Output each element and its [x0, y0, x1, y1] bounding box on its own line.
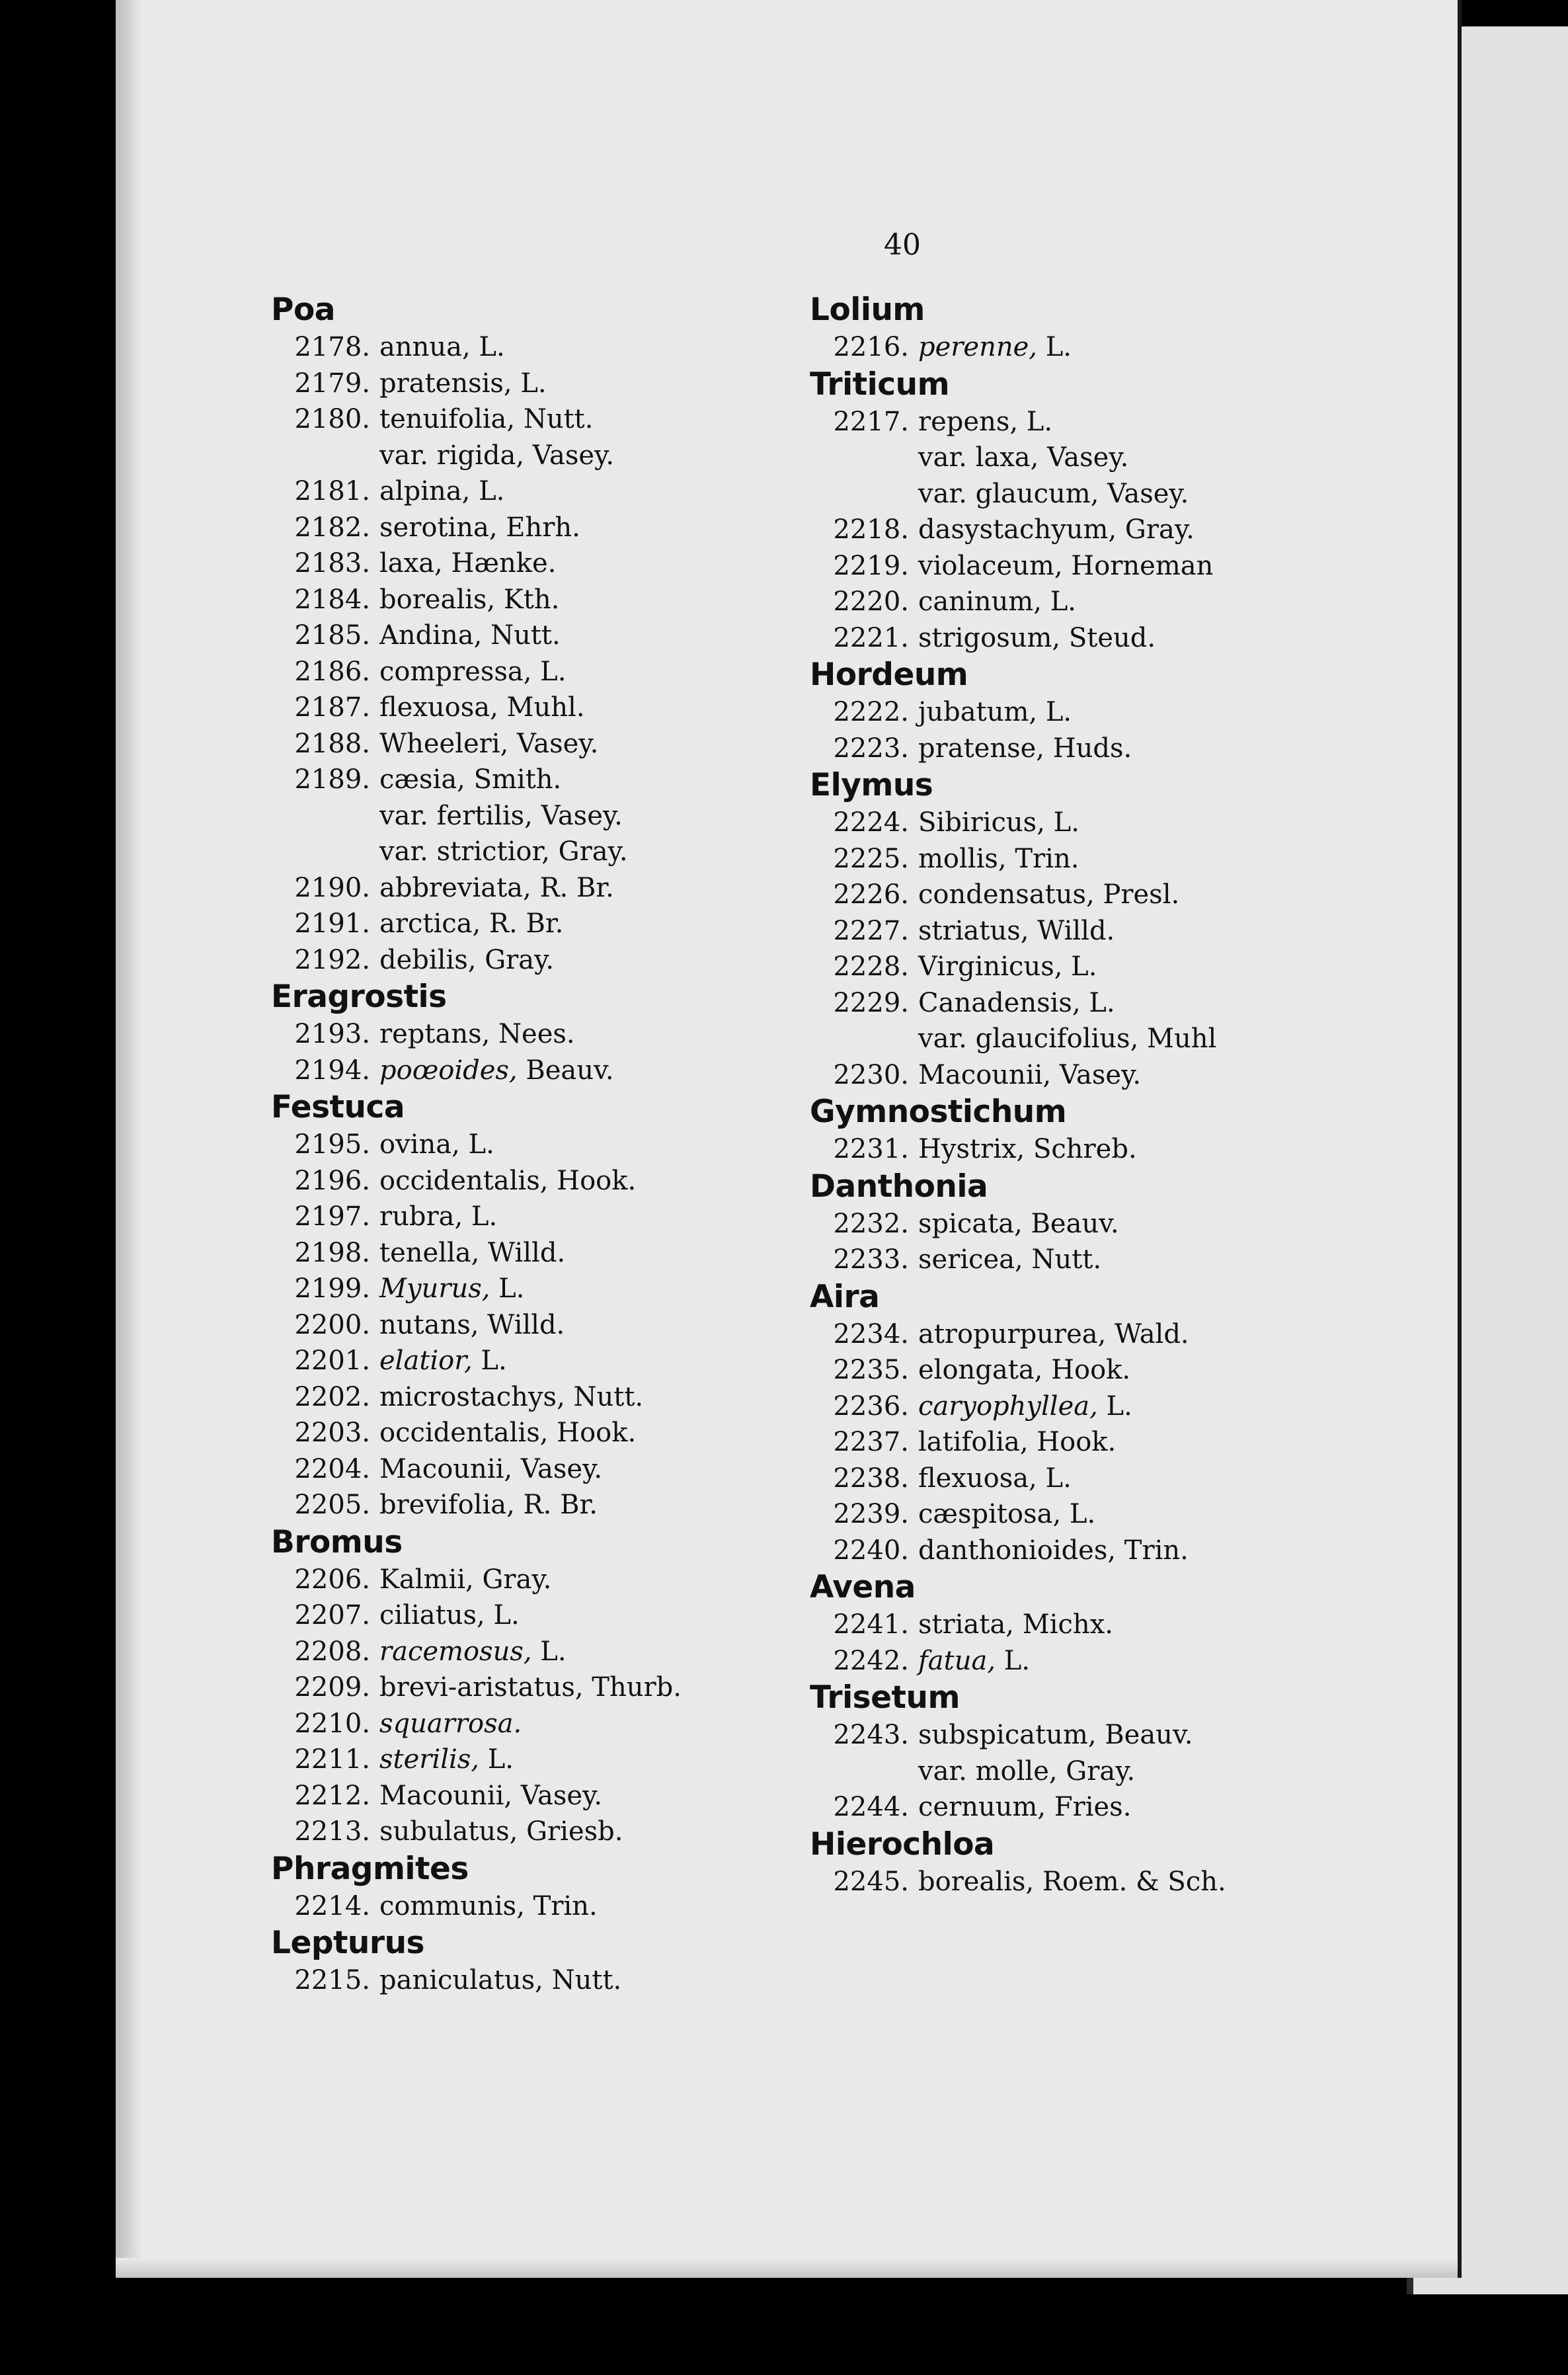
species-name: reptans, Nees.: [379, 1019, 575, 1049]
species-name: pratensis, L.: [379, 368, 547, 399]
species-name: Canadensis, L.: [918, 987, 1115, 1018]
species-entry: [810, 404, 1286, 440]
entry-number: 2192.: [294, 944, 370, 975]
species-entry: [271, 726, 747, 762]
species-name: spicata, Beauv.: [918, 1208, 1119, 1239]
genus-heading: Festuca: [271, 1089, 405, 1125]
species-entry: [271, 1562, 747, 1598]
entry-number: 2214.: [294, 1890, 370, 1921]
entry-number: 2234.: [833, 1318, 909, 1349]
entry-number: 2196.: [294, 1165, 370, 1196]
species-name: var. molle, Gray.: [918, 1755, 1136, 1787]
species-entry: [271, 906, 747, 942]
genus-heading: Phragmites: [271, 1850, 469, 1887]
variety-entry: [271, 798, 747, 834]
species-name: laxa, Hænke.: [379, 548, 557, 579]
species-name: latifolia, Hook.: [918, 1427, 1117, 1457]
species-name: jubatum, L.: [918, 697, 1072, 727]
entry-number: 2189.: [294, 764, 370, 795]
entry-number: 2179.: [294, 368, 370, 399]
entry-number: 2206.: [294, 1564, 370, 1595]
species-entry: [271, 870, 747, 906]
species-name: brevi-aristatus, Thurb.: [379, 1672, 682, 1703]
species-entry: [810, 1057, 1286, 1094]
entry-number: 2208.: [294, 1636, 370, 1667]
species-name: cæsia, Smith.: [379, 764, 562, 795]
genus-heading: Trisetum: [810, 1679, 960, 1716]
species-name: nutans, Willd.: [379, 1309, 565, 1340]
entry-number: 2227.: [833, 915, 909, 946]
species-entry: [810, 1389, 1286, 1425]
species-name: Virginicus, L.: [918, 951, 1097, 982]
species-name: pratense, Huds.: [918, 733, 1132, 764]
left-column: [271, 291, 747, 1999]
genus-section: [810, 1826, 1286, 1900]
genus-heading: Avena: [810, 1569, 916, 1605]
entry-number: 2241.: [833, 1609, 909, 1640]
species-entry: [810, 620, 1286, 657]
genus-heading: Gymnostichum: [810, 1094, 1067, 1130]
species-name: caninum, L.: [918, 586, 1076, 617]
variety-entry: [271, 834, 747, 870]
species-entry: [271, 1235, 747, 1271]
entry-number: 2202.: [294, 1381, 370, 1412]
species-name: occidentalis, Hook.: [379, 1418, 637, 1448]
species-entry: [271, 545, 747, 582]
entry-number: 2209.: [294, 1672, 370, 1703]
entry-number: 2183.: [294, 548, 370, 579]
species-entry: [271, 762, 747, 798]
entry-number: 2199.: [294, 1273, 370, 1304]
species-entry: [271, 582, 747, 618]
species-name: racemosus,: [379, 1636, 532, 1667]
genus-section: [810, 656, 1286, 766]
species-name: rubra, L.: [379, 1201, 498, 1232]
entry-number: 2226.: [833, 879, 909, 910]
species-name: sterilis,: [379, 1744, 480, 1775]
species-entry: [810, 1352, 1286, 1389]
species-name: serotina, Ehrh.: [379, 512, 580, 543]
variety-entry: [810, 440, 1286, 476]
genus-heading: Poa: [271, 292, 335, 328]
entry-number: 2184.: [294, 584, 370, 615]
species-entry: [271, 1343, 747, 1379]
species-entry: [271, 618, 747, 654]
species-entry: [271, 1451, 747, 1488]
species-entry: [271, 1778, 747, 1814]
species-name: caryophyllea,: [918, 1390, 1098, 1422]
entry-number: 2210.: [294, 1708, 370, 1739]
species-entry: [271, 1163, 747, 1199]
entry-number: 2225.: [833, 843, 909, 874]
species-name: sericea, Nutt.: [918, 1244, 1102, 1275]
entry-number: 2230.: [833, 1059, 909, 1090]
entry-number: 2245.: [833, 1866, 909, 1897]
species-entry: [271, 690, 747, 726]
species-name: abbreviata, R. Br.: [379, 872, 614, 903]
species-name: var. glaucifolius, Muhl: [918, 1024, 1217, 1054]
entry-number: 2216.: [833, 332, 909, 362]
species-name: var. strictior, Gray.: [379, 836, 628, 867]
entry-number: 2239.: [833, 1499, 909, 1529]
entry-number: 2197.: [294, 1201, 370, 1232]
entry-number: 2207.: [294, 1600, 370, 1630]
species-entry: [271, 1487, 747, 1523]
entry-number: 2233.: [833, 1244, 909, 1275]
species-entry: [271, 1307, 747, 1344]
species-name: poœoides,: [379, 1055, 518, 1086]
species-authority: L.: [996, 1645, 1031, 1676]
species-entry: [810, 1496, 1286, 1533]
entry-number: 2221.: [833, 622, 909, 653]
entry-number: 2211.: [294, 1744, 370, 1775]
species-entry: [271, 1597, 747, 1634]
species-entry: [810, 584, 1286, 620]
species-name: striata, Michx.: [918, 1609, 1113, 1640]
entry-number: 2200.: [294, 1309, 370, 1340]
entry-number: 2231.: [833, 1134, 909, 1164]
entry-number: 2201.: [294, 1346, 370, 1376]
species-entry: [810, 1206, 1286, 1242]
species-name: subulatus, Griesb.: [379, 1816, 623, 1847]
species-name: condensatus, Presl.: [918, 879, 1180, 910]
species-entry: [810, 1131, 1286, 1168]
variety-entry: [810, 1753, 1286, 1790]
entry-number: 2222.: [833, 697, 909, 727]
entry-number: 2243.: [833, 1720, 909, 1750]
entry-number: 2188.: [294, 728, 370, 759]
genus-section: [271, 1523, 747, 1850]
entry-number: 2236.: [833, 1390, 909, 1422]
species-entry: [271, 1271, 747, 1307]
entry-number: 2235.: [833, 1355, 909, 1385]
species-authority: L.: [479, 1744, 514, 1775]
species-name: tenuifolia, Nutt.: [379, 404, 594, 434]
genus-section: [271, 1850, 747, 1925]
genus-section: [810, 1278, 1286, 1569]
entry-number: 2242.: [833, 1645, 909, 1676]
entry-number: 2182.: [294, 512, 370, 543]
species-name: danthonioides, Trin.: [918, 1535, 1189, 1566]
species-entry: [810, 1533, 1286, 1569]
species-name: subspicatum, Beauv.: [918, 1720, 1193, 1750]
genus-section: [271, 978, 747, 1088]
species-name: var. laxa, Vasey.: [918, 442, 1129, 473]
genus-heading: Danthonia: [810, 1168, 988, 1205]
species-entry: [810, 877, 1286, 913]
genus-section: [810, 1093, 1286, 1168]
entry-number: 2178.: [294, 332, 370, 362]
species-name: elatior,: [379, 1346, 473, 1376]
entry-number: 2228.: [833, 951, 909, 982]
species-name: tenella, Willd.: [379, 1237, 566, 1268]
entry-number: 2203.: [294, 1418, 370, 1448]
species-authority: L.: [490, 1273, 525, 1304]
species-name: alpina, L.: [379, 476, 505, 506]
variety-entry: [810, 1021, 1286, 1057]
species-name: atropurpurea, Wald.: [918, 1318, 1189, 1349]
species-entry: [810, 1789, 1286, 1826]
entry-number: 2224.: [833, 807, 909, 838]
entry-number: 2237.: [833, 1427, 909, 1457]
species-authority: L.: [1037, 332, 1072, 362]
species-entry: [271, 366, 747, 402]
genus-section: [810, 766, 1286, 1093]
species-entry: [271, 1888, 747, 1925]
genus-heading: Hierochloa: [810, 1826, 995, 1863]
species-name: ovina, L.: [379, 1129, 494, 1160]
species-name: cæspitosa, L.: [918, 1499, 1096, 1529]
species-entry: [271, 1415, 747, 1451]
genus-section: [810, 1568, 1286, 1679]
species-name: flexuosa, L.: [918, 1463, 1072, 1494]
species-name: fatua,: [918, 1645, 996, 1676]
species-name: dasystachyum, Gray.: [918, 514, 1195, 545]
species-name: squarrosa.: [379, 1708, 522, 1739]
species-entry: [810, 1864, 1286, 1900]
species-name: violaceum, Horneman: [918, 550, 1214, 581]
species-name: arctica, R. Br.: [379, 908, 564, 939]
species-entry: [810, 805, 1286, 841]
species-name: borealis, Roem. & Sch.: [918, 1866, 1226, 1897]
species-entry: [271, 1962, 747, 1999]
species-name: elongata, Hook.: [918, 1355, 1131, 1385]
species-entry: [810, 1316, 1286, 1353]
entry-number: 2212.: [294, 1780, 370, 1811]
species-name: Kalmii, Gray.: [379, 1564, 552, 1595]
species-name: paniculatus, Nutt.: [379, 1965, 622, 1995]
genus-heading: Bromus: [271, 1523, 403, 1560]
species-name: perenne,: [918, 332, 1037, 362]
species-entry: [810, 841, 1286, 877]
species-entry: [271, 1814, 747, 1850]
species-name: var. rigida, Vasey.: [379, 440, 615, 471]
species-name: communis, Trin.: [379, 1890, 598, 1921]
species-entry: [810, 1607, 1286, 1643]
genus-heading: Hordeum: [810, 657, 968, 693]
entry-number: 2195.: [294, 1129, 370, 1160]
species-authority: L.: [472, 1346, 507, 1376]
species-name: var. fertilis, Vasey.: [379, 800, 623, 831]
species-name: compressa, L.: [379, 656, 567, 687]
species-entry: [271, 1742, 747, 1778]
species-entry: [810, 949, 1286, 985]
species-entry: [271, 654, 747, 690]
entry-number: 2217.: [833, 406, 909, 437]
entry-number: 2187.: [294, 692, 370, 723]
species-entry: [810, 913, 1286, 949]
species-entry: [810, 1461, 1286, 1497]
species-name: Macounii, Vasey.: [379, 1780, 603, 1811]
species-name: borealis, Kth.: [379, 584, 560, 615]
entry-number: 2238.: [833, 1463, 909, 1494]
species-entry: [271, 1379, 747, 1416]
species-entry: [810, 1424, 1286, 1461]
genus-section: [810, 366, 1286, 657]
species-name: Myurus,: [379, 1273, 490, 1304]
species-name: var. glaucum, Vasey.: [918, 478, 1189, 509]
genus-heading: Aira: [810, 1278, 880, 1315]
species-entry: [271, 1016, 747, 1053]
entry-number: 2220.: [833, 586, 909, 617]
variety-entry: [810, 476, 1286, 512]
species-entry: [271, 1199, 747, 1235]
species-name: debilis, Gray.: [379, 944, 555, 975]
species-name: Macounii, Vasey.: [379, 1453, 603, 1484]
entry-number: 2205.: [294, 1490, 370, 1520]
species-entry: [810, 1643, 1286, 1679]
species-entry: [271, 942, 747, 979]
species-authority: L.: [1097, 1390, 1132, 1422]
species-name: striatus, Willd.: [918, 915, 1115, 946]
entry-number: 2191.: [294, 908, 370, 939]
species-name: microstachys, Nutt.: [379, 1381, 644, 1412]
entry-number: 2213.: [294, 1816, 370, 1847]
species-name: Hystrix, Schreb.: [918, 1134, 1137, 1164]
genus-section: [810, 1168, 1286, 1278]
species-name: Wheeleri, Vasey.: [379, 728, 599, 759]
genus-section: [810, 1679, 1286, 1826]
entry-number: 2232.: [833, 1208, 909, 1239]
entry-number: 2244.: [833, 1792, 909, 1822]
species-authority: L.: [531, 1636, 567, 1667]
species-entry: [271, 1634, 747, 1670]
species-name: repens, L.: [918, 406, 1053, 437]
species-entry: [271, 401, 747, 438]
entry-number: 2219.: [833, 550, 909, 581]
species-entry: [810, 694, 1286, 731]
entry-number: 2193.: [294, 1019, 370, 1049]
genus-heading: Lolium: [810, 292, 925, 328]
entry-number: 2186.: [294, 656, 370, 687]
entry-number: 2198.: [294, 1237, 370, 1268]
species-name: occidentalis, Hook.: [379, 1165, 637, 1196]
genus-section: [271, 1924, 747, 1999]
genus-heading: Lepturus: [271, 1925, 425, 1961]
entry-number: 2229.: [833, 987, 909, 1018]
species-authority: Beauv.: [517, 1055, 614, 1086]
species-name: Sibiricus, L.: [918, 807, 1079, 838]
species-name: ciliatus, L.: [379, 1600, 520, 1630]
species-entry: [810, 548, 1286, 584]
species-entry: [810, 1242, 1286, 1278]
species-entry: [271, 329, 747, 366]
species-name: annua, L.: [379, 332, 505, 362]
species-name: cernuum, Fries.: [918, 1792, 1132, 1822]
species-entry: [271, 1706, 747, 1742]
species-name: Macounii, Vasey.: [918, 1059, 1142, 1090]
species-name: strigosum, Steud.: [918, 622, 1156, 653]
species-entry: [810, 1717, 1286, 1753]
species-name: mollis, Trin.: [918, 843, 1079, 874]
species-entry: [271, 1053, 747, 1089]
entry-number: 2180.: [294, 404, 370, 434]
genus-heading: Triticum: [810, 366, 950, 403]
genus-section: [271, 291, 747, 978]
species-entry: [810, 329, 1286, 366]
right-column: [810, 291, 1286, 1900]
species-name: brevifolia, R. Br.: [379, 1490, 598, 1520]
entry-number: 2218.: [833, 514, 909, 545]
entry-number: 2204.: [294, 1453, 370, 1484]
genus-section: [271, 1088, 747, 1523]
species-entry: [810, 985, 1286, 1022]
species-entry: [271, 1127, 747, 1163]
entry-number: 2194.: [294, 1055, 370, 1086]
entry-number: 2190.: [294, 872, 370, 903]
species-name: flexuosa, Muhl.: [379, 692, 585, 723]
species-entry: [271, 1670, 747, 1706]
species-name: Andina, Nutt.: [379, 620, 561, 651]
species-entry: [271, 473, 747, 510]
page-number: 40: [884, 228, 921, 262]
genus-heading: Elymus: [810, 767, 933, 803]
entry-number: 2215.: [294, 1965, 370, 1995]
genus-heading: Eragrostis: [271, 979, 447, 1015]
species-entry: [810, 731, 1286, 767]
entry-number: 2223.: [833, 733, 909, 764]
species-entry: [810, 512, 1286, 548]
entry-number: 2181.: [294, 476, 370, 506]
genus-section: [810, 291, 1286, 366]
variety-entry: [271, 438, 747, 474]
entry-number: 2240.: [833, 1535, 909, 1566]
entry-number: 2185.: [294, 620, 370, 651]
species-entry: [271, 510, 747, 546]
